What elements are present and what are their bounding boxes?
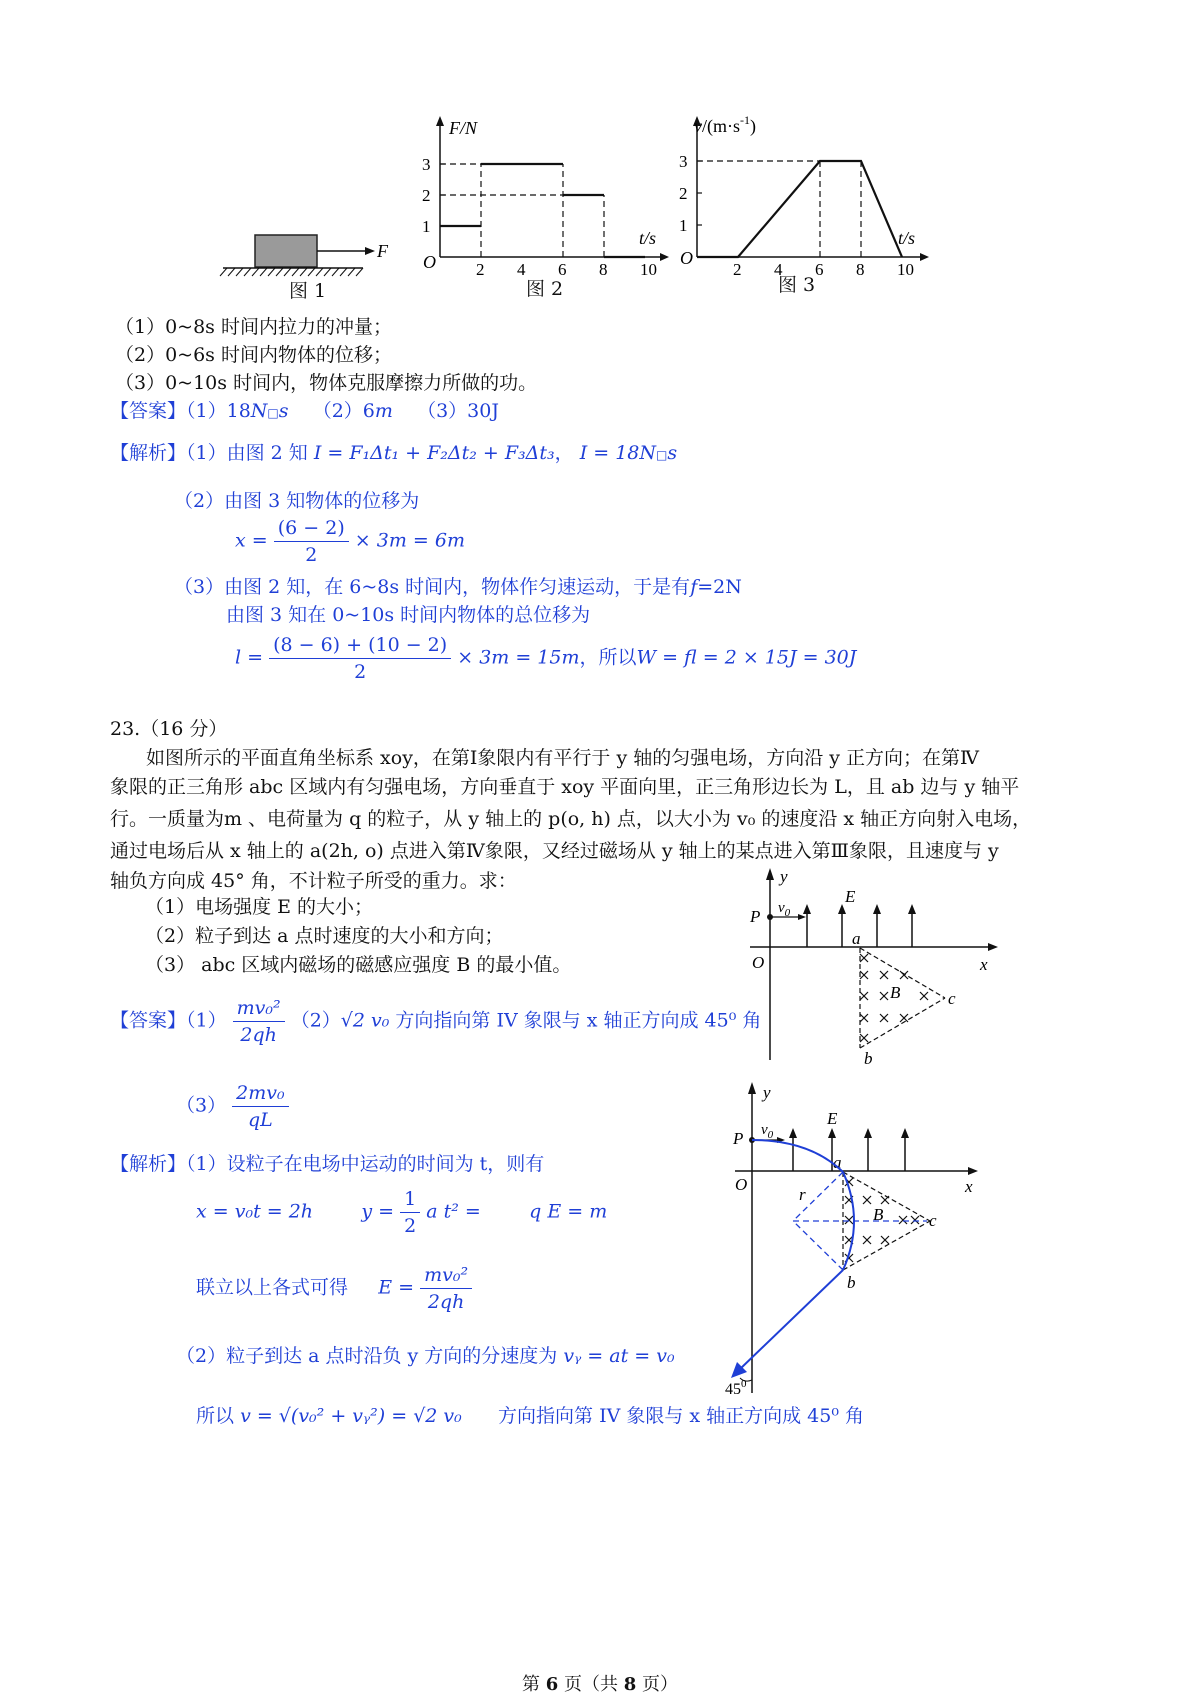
ground-hatch [220,268,363,276]
footer-prefix: 第 [522,1674,546,1695]
q22-item-2: （2）0~6s 时间内物体的位移； [115,344,392,366]
fig3-xtick-label: 8 [856,260,865,279]
field2-origin: O [735,1175,748,1194]
footer-mid: 页（共 [558,1674,624,1695]
q23-ans1-frac [233,995,285,1048]
hatch-line [220,268,227,276]
field2-v0-v: v [761,1122,768,1138]
field2-angle-value: 45 [725,1381,741,1398]
fig3-ytick-label: 1 [679,216,688,235]
q23-ans2-text: 方向指向第 IV 象限与 x 轴正方向成 45⁰ 角 [395,1009,762,1032]
q22-a1-prefix: （1）由图 2 知 [186,442,308,464]
q22-answer: 【答案】（1）18N□s （2）6m （3）30J [110,400,499,422]
field2-y-label: y [763,1083,771,1102]
bfield-cross [880,1014,888,1022]
q23-s1-E-frac [420,1262,472,1315]
fig3-ylabel-close: ) [750,116,756,136]
bfield-cross [900,971,908,979]
q23-s1-eq2-rhs: a t² = [426,1200,481,1223]
fig3-ylabel-exp: -1 [740,113,750,127]
q23-s1-eqs [196,1186,607,1239]
field2-x-label: x [965,1177,973,1196]
field2-b: b [847,1273,856,1292]
bfield-cross [860,954,868,962]
page-footer [0,1670,1200,1696]
hatch-line [292,268,299,276]
q23-ans1-den: 2qh [240,1024,277,1046]
hatch-line [300,268,307,276]
footer-total: 8 [623,1674,637,1695]
bfield-cross [860,1034,868,1042]
q23-s1-eq1: x = v₀t = 2h [196,1200,314,1223]
q23-s2-dir: 方向指向第 IV 象限与 x 轴正方向成 45⁰ 角 [498,1405,865,1427]
q22-a3-f-value: =2N [697,576,742,598]
q22-answer-2-unit: m [374,400,393,422]
q23-answer-row1 [110,995,761,1048]
q22-a3-lhs: l = [235,646,264,669]
q23-s1-eq2-frac [400,1186,420,1239]
bfield-cross [860,971,868,979]
efield-arrowhead [901,1128,909,1138]
hatch-line [252,268,259,276]
field2-c: c [929,1211,937,1230]
field2-B: B [873,1205,884,1224]
hatch-line [348,268,355,276]
bfield-cross [863,1196,871,1204]
q23-ans1-num: mv₀² [233,995,285,1022]
field1-a: a [852,929,861,948]
q22-a3-den: 2 [354,661,367,683]
field1-B: B [890,983,901,1002]
q23-s2-so: 所以 [196,1405,235,1427]
q22-a3-so: ，所以 [579,646,637,669]
bfield-cross [860,1014,868,1022]
hatch-line [228,268,235,276]
bfield-cross [881,1236,889,1244]
q22-a2-den: 2 [305,544,318,566]
q22-a3-rhs: × 3m = 15m [457,646,580,669]
field1-P: P [750,907,761,926]
q23-field-figure [740,860,1010,1065]
field2-construction [793,1172,927,1270]
fig3-ylabel-v: v [694,116,702,136]
bfield-cross [860,992,868,1000]
q22-answer-1-s: s [278,400,289,422]
field1-y-label: y [780,867,788,886]
efield-arrowhead [803,904,811,914]
fig3-series [697,161,902,257]
q23-s1-eq2-lhs: y = [361,1200,395,1223]
bfield-cross [880,971,888,979]
hatch-line [284,268,291,276]
q23-ans3-frac [232,1080,288,1133]
hatch-line [308,268,315,276]
q23-s1-eq2-num: 1 [400,1186,420,1213]
q23-s1-text: （1）设粒子在电场中运动的时间为 t，则有 [186,1153,545,1175]
q23-p5: 轴负方向成 45° 角，不计粒子所受的重力。求： [110,870,517,892]
field1-b: b [864,1049,873,1065]
q23-analysis-tag: 【解析】 [110,1153,187,1175]
q23-s1-combine: 联立以上各式可得 [196,1276,349,1299]
bfield-cross [900,1014,908,1022]
bfield-cross [880,992,888,1000]
q23-item-2: （2）粒子到达 a 点时速度的大小和方向； [145,925,504,947]
field2-P: P [733,1129,744,1148]
q22-answer-1: （1）18 [186,400,251,422]
hatch-line [340,268,347,276]
fig2-guides [440,164,604,257]
q23-s2-result [196,1403,864,1429]
q22-a3-f: f [690,576,698,598]
q23-s1-eq2-den: 2 [404,1215,417,1237]
q23-s1-E-lhs: E = [378,1276,415,1299]
q22-item-3: （3）0~10s 时间内，物体克服摩擦力所做的功。 [115,372,538,394]
bfield-cross [881,1196,889,1204]
q22-a2-num: (6 − 2) [274,515,349,542]
q22-a1-result: I = 18 [579,442,640,464]
bfield-cross [920,992,928,1000]
footer-suffix: 页） [636,1674,678,1695]
bfield-cross [911,1216,919,1224]
fig2-xtick-label: 4 [517,260,526,279]
q23-ans3-den: qL [247,1109,273,1131]
q23-s1-eq3: q E = m [529,1200,608,1223]
q22-a2-line: （2）由图 3 知物体的位移为 [174,490,420,512]
block [255,235,317,267]
fig3-xtick-label: 6 [815,260,824,279]
fig3-xtick-label: 2 [733,260,742,279]
field2-angle-sup: 0 [741,1378,747,1390]
q22-answer-tag: 【答案】 [110,400,187,422]
q22-a3-num: (8 − 6) + (10 − 2) [269,632,451,659]
fig2-xlabel: t/s [639,228,657,248]
fig3-ylabel-unit: /(m·s [702,116,740,136]
footer-page: 6 [545,1674,559,1695]
figure-3-chart [672,112,942,282]
fig2-origin: O [423,252,436,272]
q22-answer-1-unit: N [250,400,268,422]
q22-a1-sep: ， [554,442,574,464]
q22-a1-formula: I = F₁Δt₁ + F₂Δt₂ + F₃Δt₃ [313,442,555,464]
q22-a2-frac [274,515,349,568]
q23-solution-figure [715,1078,995,1398]
hatch-line [268,268,275,276]
field2-r: r [799,1185,806,1204]
q23-s1-E-den: 2qh [427,1291,465,1313]
field2-angle [725,1378,747,1398]
q23-p1: 如图所示的平面直角坐标系 xoy，在第Ⅰ象限内有平行于 y 轴的匀强电场，方向沿 y 正方向；在第Ⅳ [146,747,980,769]
fig2-xtick-label: 10 [640,260,657,279]
q22-a3-line2: 由图 3 知在 0~10s 时间内物体的总位移为 [226,604,591,626]
q23-s1-result [196,1262,472,1315]
q23-item-3: （3） abc 区域内磁场的磁感应强度 B 的最小值。 [145,954,572,976]
q23-s2-eq: vᵧ = at = v₀ [563,1345,675,1367]
hatch-line [356,268,363,276]
efield-arrowhead [908,904,916,914]
field2-a: a [833,1153,842,1172]
fig2-xtick-label: 8 [599,260,608,279]
fig3-origin: O [680,248,693,268]
q22-a3-frac [269,632,451,685]
fig2-ylabel: F/N [449,118,478,138]
q23-p3: 行。一质量为m 、电荷量为 q 的粒子，从 y 轴上的 p(o, h) 点，以大小为 v₀ 的速度沿 x 轴正方向射入电场， [110,808,1032,830]
q22-a1-result-s: s [667,442,678,464]
hatch-line [244,268,251,276]
q22-analysis-tag: 【解析】 [110,442,187,464]
hatch-line [276,268,283,276]
q23-ans1-label: （1） [186,1009,227,1032]
fig2-ticks [422,155,657,279]
q23-ans3-num: 2mv₀ [232,1080,288,1107]
hatch-line [236,268,243,276]
q23-s1-E-num: mv₀² [420,1262,472,1289]
fig3-ytick-label: 3 [679,152,688,171]
bfield-cross [863,1236,871,1244]
fig2-xtick-label: 2 [476,260,485,279]
efield-arrowhead [789,1128,797,1138]
q22-analysis-1: 【解析】（1）由图 2 知 I = F₁Δt₁ + F₂Δt₂ + F₃Δt₃， I = 18N□s [110,442,678,464]
q22-a3-line1 [174,574,742,600]
q23-answer-tag: 【答案】 [110,1009,187,1032]
figure-3-caption: 图 3 [778,274,816,296]
efield-arrowhead [873,904,881,914]
q23-s2-v: v = √(v₀² + vᵧ²) = √2 v₀ [240,1405,462,1427]
q23-ans2-val: √2 v₀ [340,1009,390,1032]
fig2-ytick-label: 3 [422,155,431,174]
q22-answer-3: （3）30J [417,400,499,422]
q23-ans3-label: （3） [176,1094,227,1117]
q22-a3-eq [235,632,856,685]
fig3-velocity-line [697,161,902,257]
field2-v0-sub: 0 [767,1129,774,1141]
hatch-line [260,268,267,276]
fig2-ytick-label: 2 [422,186,431,205]
fig2-series [440,164,645,257]
field1-origin: O [752,953,765,972]
fig2-ytick-label: 1 [422,217,431,236]
fig3-ticks [679,152,914,279]
figure-2-chart [415,112,670,282]
q23-s2-line [176,1343,675,1369]
fig3-xtick-label: 4 [774,260,783,279]
fig3-xtick-label: 10 [897,260,914,279]
fig3-ylabel [694,113,756,137]
field1-c: c [948,989,956,1008]
field2-trajectory [739,1140,854,1370]
q22-a2-rhs: × 3m = 6m [354,529,465,552]
q23-heading: 23.（16 分） [110,718,228,740]
field2-E: E [827,1109,838,1128]
hatch-line [332,268,339,276]
q23-s2-text: （2）粒子到达 a 点时沿负 y 方向的分速度为 [176,1345,558,1367]
q23-ans2-label: （2） [290,1009,341,1032]
q22-a2-eq [235,515,465,568]
q22-a2-lhs: x = [235,529,268,552]
q23-item-1: （1）电场强度 E 的大小； [145,896,374,918]
q22-answer-2: （2）6 [312,400,375,422]
field2-v0 [761,1122,774,1141]
q22-a3-line1-text: （3）由图 2 知，在 6~8s 时间内，物体作匀速运动，于是有 [174,576,691,598]
efield-arrowhead [864,1128,872,1138]
field1-v0 [778,900,791,919]
bfield-cross [899,1216,907,1224]
fig3-xlabel: t/s [898,228,916,248]
field1-x-label: x [980,955,988,974]
field1-v0-v: v [778,900,785,916]
q23-s1-line [110,1151,544,1177]
q22-a1-result-unit: N [639,442,657,464]
q22-a3-work: W = fl = 2 × 15J = 30J [636,646,857,669]
field1-E: E [845,887,856,906]
q22-item-1: （1）0~8s 时间内拉力的冲量； [115,316,392,338]
field1-v0-sub: 0 [784,907,791,919]
force-label: F [377,241,388,261]
fig2-xtick-label: 6 [558,260,567,279]
hatch-line [324,268,331,276]
fig3-ytick-label: 2 [679,184,688,203]
efield-arrowhead [828,1128,836,1138]
q23-answer-row3 [176,1080,289,1133]
figure-2-caption: 图 2 [526,278,564,300]
figure-1-caption: 图 1 [289,280,327,302]
q23-p4: 通过电场后从 x 轴上的 a(2h, o) 点进入第Ⅳ象限，又经过磁场从 y 轴上的某点进入第Ⅲ象限，且速度与 y [110,840,999,862]
q23-p2: 象限的正三角形 abc 区域内有匀强电场，方向垂直于 xoy 平面向里，正三角形边长为 L，且 ab 边与 y 轴平 [110,776,1020,798]
hatch-line [316,268,323,276]
bfield-cross [845,1216,853,1224]
